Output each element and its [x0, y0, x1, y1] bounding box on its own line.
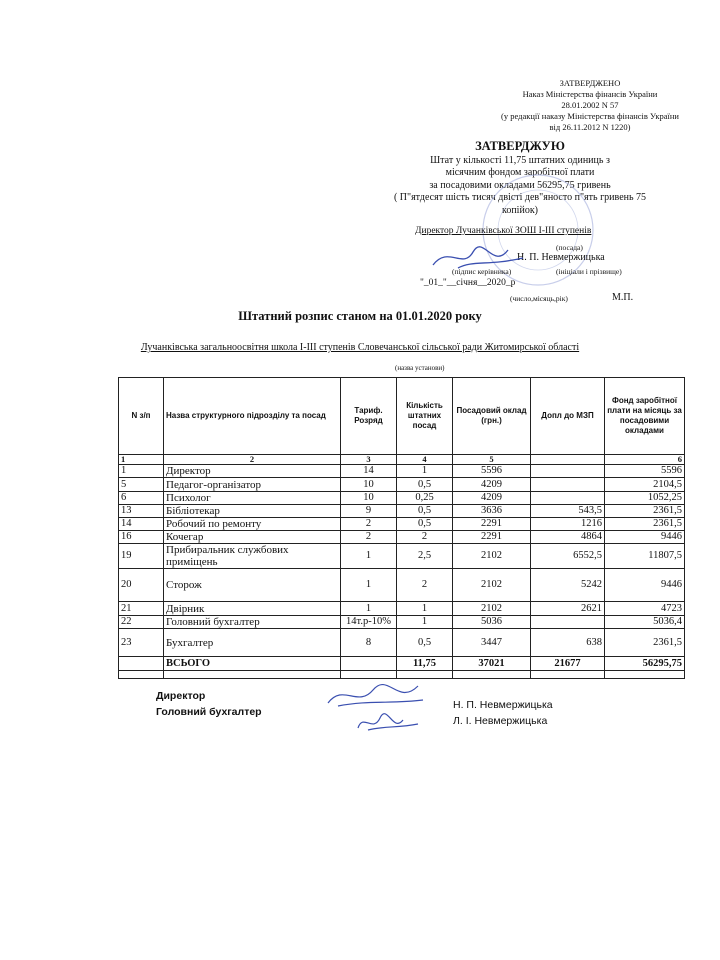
row-rank: 2: [341, 518, 397, 531]
row-surcharge: 2621: [531, 602, 605, 616]
row-surcharge: 6552,5: [531, 544, 605, 569]
row-salary: 3447: [453, 629, 531, 657]
organization-name: Лучанківська загальноосвітня школа І-ІІІ ступенів Словечанської сільської ради Житомирської області: [140, 342, 580, 353]
row-rank: 10: [341, 492, 397, 505]
column-number: 6: [605, 455, 685, 465]
table-row: [119, 544, 685, 569]
row-number: 19: [119, 544, 164, 569]
row-number: 6: [119, 492, 164, 505]
row-salary: 2102: [453, 602, 531, 616]
row-fund: 2361,5: [605, 518, 685, 531]
table-row: [119, 518, 685, 531]
approval-stamp-line: від 26.11.2012 N 1220): [549, 122, 631, 132]
footer-director-label: Директор: [156, 690, 206, 702]
director-signature-icon: [428, 240, 528, 280]
column-number: 2: [164, 455, 341, 465]
row-fund: 1052,25: [605, 492, 685, 505]
row-number: 14: [119, 518, 164, 531]
footer-labels: [156, 688, 262, 720]
column-header: Тариф. Розряд: [341, 378, 397, 455]
row-rank: 1: [341, 602, 397, 616]
column-number-row: [119, 455, 685, 465]
row-rank: 8: [341, 629, 397, 657]
empty-cell: [605, 671, 685, 679]
table-row: [119, 629, 685, 657]
table-row: [119, 505, 685, 518]
row-rank: 14: [341, 465, 397, 478]
row-fund: 2361,5: [605, 505, 685, 518]
approval-stamp-line: (у редакції наказу Міністерства фінансів України: [501, 111, 679, 121]
row-rank: 2: [341, 531, 397, 544]
row-fund: 9446: [605, 569, 685, 602]
row-surcharge: 638: [531, 629, 605, 657]
organization-caption: (назва установи): [395, 364, 445, 372]
row-position: Директор: [164, 465, 341, 478]
footer-accountant-label: Головний бухгалтер: [156, 706, 262, 718]
page-title: Штатний розпис станом на 01.01.2020 року: [238, 309, 482, 323]
column-number: [531, 455, 605, 465]
row-number: 1: [119, 465, 164, 478]
row-fund: 9446: [605, 531, 685, 544]
empty-cell: [119, 671, 164, 679]
row-fund: 2361,5: [605, 629, 685, 657]
table-total-row: [119, 657, 685, 671]
staff-table: [118, 377, 685, 679]
total-count: 11,75: [397, 657, 453, 671]
total-surcharge: 21677: [531, 657, 605, 671]
row-number: 21: [119, 602, 164, 616]
approval-stamp-line: Наказ Міністерства фінансів України: [522, 89, 658, 99]
row-surcharge: [531, 616, 605, 629]
approval-stamp-line: 28.01.2002 N 57: [561, 100, 619, 110]
approve-line: ( П"ятдесят шість тисяч двісті дев"яносто п"ять гривень 75: [393, 192, 647, 203]
total-empty: [119, 657, 164, 671]
row-salary: 2291: [453, 531, 531, 544]
row-number: 23: [119, 629, 164, 657]
row-position: Бібліотекар: [164, 505, 341, 518]
approval-stamp-title: ЗАТВЕРДЖЕНО: [559, 78, 621, 88]
column-number: 1: [119, 455, 164, 465]
row-surcharge: [531, 465, 605, 478]
footer-accountant-name: Л. І. Невмержицька: [453, 715, 548, 727]
column-header: Посадовий оклад (грн.): [453, 378, 531, 455]
table-row: [119, 478, 685, 492]
row-count: 1: [397, 602, 453, 616]
approve-line: місячним фондом заробітної плати: [445, 167, 595, 178]
row-fund: 11807,5: [605, 544, 685, 569]
empty-cell: [453, 671, 531, 679]
row-rank: 1: [341, 544, 397, 569]
position-caption: (посада): [556, 243, 583, 252]
row-salary: 4209: [453, 492, 531, 505]
table-row: [119, 569, 685, 602]
row-fund: 5036,4: [605, 616, 685, 629]
row-count: 2: [397, 569, 453, 602]
row-number: 22: [119, 616, 164, 629]
row-fund: 4723: [605, 602, 685, 616]
column-header: N з/п: [119, 378, 164, 455]
row-salary: 2291: [453, 518, 531, 531]
row-position: Прибиральник службових приміщень: [164, 544, 341, 569]
table-row: [119, 616, 685, 629]
row-count: 0,25: [397, 492, 453, 505]
row-position: Головний бухгалтер: [164, 616, 341, 629]
table-row: [119, 465, 685, 478]
row-number: 20: [119, 569, 164, 602]
row-rank: 9: [341, 505, 397, 518]
row-surcharge: [531, 478, 605, 492]
column-header: Назва структурного підрозділу та посад: [164, 378, 341, 455]
row-fund: 2104,5: [605, 478, 685, 492]
row-count: 2: [397, 531, 453, 544]
row-count: 2,5: [397, 544, 453, 569]
row-surcharge: 4864: [531, 531, 605, 544]
column-header: Допл до МЗП: [531, 378, 605, 455]
row-fund: 5596: [605, 465, 685, 478]
director-name: Н. П. Невмержицька: [517, 252, 605, 263]
total-empty: [341, 657, 397, 671]
total-fund: 56295,75: [605, 657, 685, 671]
row-salary: 2102: [453, 569, 531, 602]
row-salary: 4209: [453, 478, 531, 492]
column-header: Фонд заробітної плати на місяць за посадовими окладами: [605, 378, 685, 455]
row-surcharge: [531, 492, 605, 505]
table-row: [119, 531, 685, 544]
row-number: 13: [119, 505, 164, 518]
row-count: 0,5: [397, 505, 453, 518]
approve-line: Штат у кількості 11,75 штатних одиниць з: [430, 154, 610, 166]
table-row: [119, 602, 685, 616]
row-count: 0,5: [397, 629, 453, 657]
row-count: 0,5: [397, 518, 453, 531]
footer-signatures-icon: [318, 678, 428, 738]
director-position: Директор Лучанківської ЗОШ І-ІІІ ступенів: [415, 226, 592, 236]
mp-mark: М.П.: [612, 292, 634, 303]
row-salary: 5036: [453, 616, 531, 629]
row-rank: 14т.р-10%: [341, 616, 397, 629]
column-number: 3: [341, 455, 397, 465]
row-surcharge: 5242: [531, 569, 605, 602]
empty-cell: [531, 671, 605, 679]
approve-line: за посадовими окладами 56295,75 гривень: [429, 179, 611, 191]
total-label: ВСЬОГО: [164, 657, 341, 671]
row-surcharge: 543,5: [531, 505, 605, 518]
row-position: Педагог-організатор: [164, 478, 341, 492]
footer-names: [453, 697, 553, 729]
row-number: 5: [119, 478, 164, 492]
row-position: Сторож: [164, 569, 341, 602]
row-rank: 1: [341, 569, 397, 602]
approve-heading: ЗАТВЕРДЖУЮ: [475, 139, 565, 153]
table-header-row: [119, 378, 685, 455]
row-surcharge: 1216: [531, 518, 605, 531]
signature-caption: (підпис керівника): [452, 267, 512, 276]
row-position: Робочий по ремонту: [164, 518, 341, 531]
row-salary: 3636: [453, 505, 531, 518]
row-position: Бухгалтер: [164, 629, 341, 657]
empty-cell: [164, 671, 341, 679]
row-count: 0,5: [397, 478, 453, 492]
row-rank: 10: [341, 478, 397, 492]
column-number: 5: [453, 455, 531, 465]
approval-date: "_01_"__січня__2020_р: [420, 278, 516, 288]
row-count: 1: [397, 616, 453, 629]
initials-caption: (ініціали і прізвище): [556, 267, 622, 276]
row-salary: 2102: [453, 544, 531, 569]
approval-stamp: [470, 78, 710, 133]
row-number: 16: [119, 531, 164, 544]
footer-director-name: Н. П. Невмержицька: [453, 699, 553, 711]
date-caption: (число,місяць,рік): [510, 294, 568, 303]
table-row: [119, 492, 685, 505]
row-position: Кочегар: [164, 531, 341, 544]
approve-line: копійок): [501, 204, 539, 216]
column-header: Кількість штатних посад: [397, 378, 453, 455]
row-count: 1: [397, 465, 453, 478]
row-salary: 5596: [453, 465, 531, 478]
row-position: Двірник: [164, 602, 341, 616]
column-number: 4: [397, 455, 453, 465]
row-position: Психолог: [164, 492, 341, 505]
total-salary: 37021: [453, 657, 531, 671]
